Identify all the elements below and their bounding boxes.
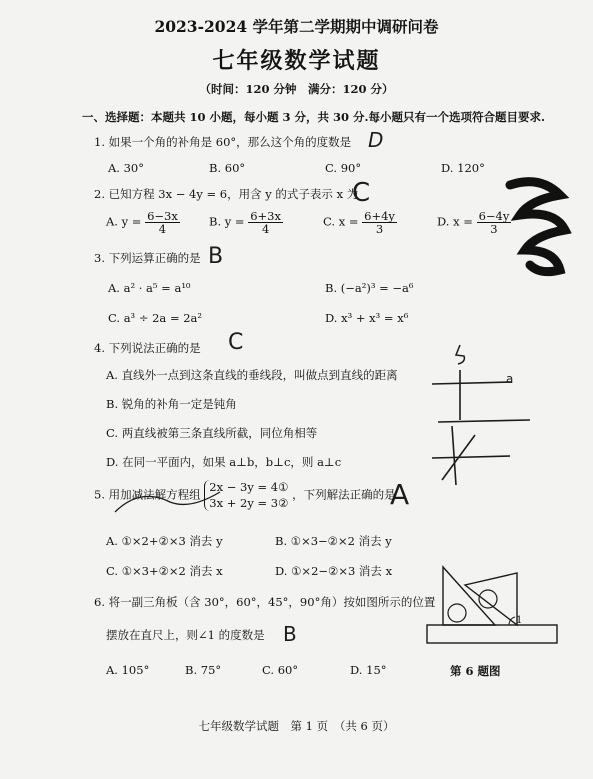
handwritten-answer-4: C: [228, 330, 244, 355]
angle-1-label: 1: [516, 615, 523, 626]
question-2-stem: 2. 已知方程 3x − 4y = 6，用含 y 的式子表示 x 为: [94, 187, 359, 201]
section-heading: 一、选择题：本题共 10 小题，每小题 3 分，共 30 分.每小题只有一个选项符合题目要求.: [82, 110, 546, 124]
q4-option-c: C. 两直线被第三条直线所截，同位角相等: [106, 426, 318, 440]
subject-title: 七年级数学试题: [212, 48, 381, 74]
q3-option-b: B. (−a²)³ = −a⁶: [325, 281, 414, 295]
q1-option-c: C. 90°: [325, 161, 362, 175]
q5-option-b: B. ①×3−②×2 消去 y: [275, 534, 392, 548]
q6-option-a: A. 105°: [106, 663, 150, 677]
q3-option-a: A. a² · a⁵ = a¹⁰: [108, 281, 191, 295]
question-4-stem: 4. 下列说法正确的是: [94, 341, 201, 355]
q5-option-c: C. ①×3+②×2 消去 x: [106, 564, 223, 578]
handwritten-answer-1: D: [368, 128, 384, 152]
q5-option-d: D. ①×2−②×3 消去 x: [275, 564, 393, 578]
q2-option-d: D. x = $\frac{6-4y}{3}$: [437, 209, 510, 237]
q5-option-a: A. ①×2+②×3 消去 y: [106, 534, 223, 548]
q4-option-d: D. 在同一平面内，如果 a⊥b，b⊥c，则 a⊥c: [106, 455, 342, 469]
handwritten-answer-5: A: [390, 478, 410, 511]
q1-option-d: D. 120°: [441, 161, 485, 175]
question-6-stem-line2: 摆放在直尺上，则∠1 的度数是: [106, 628, 265, 642]
handwritten-answer-3: B: [208, 244, 224, 269]
q4-option-b: B. 锐角的补角一定是钝角: [106, 397, 237, 411]
ruler: [427, 625, 557, 643]
triangle-45: [465, 573, 517, 625]
page-footer: 七年级数学试题 第 1 页 （共 6 页）: [198, 719, 395, 733]
q1-option-a: A. 30°: [108, 161, 144, 175]
figure-caption: 第 6 题图: [450, 664, 501, 678]
question-1-stem: 1. 如果一个角的补角是 60°，那么这个角的度数是: [94, 135, 352, 149]
handwritten-answer-6: B: [283, 622, 297, 646]
question-5-stem: 5. 用加减法解方程组 2x − 3y = 4① 3x + 2y = 3② ，下列解法正确的是: [94, 480, 396, 510]
question-3-stem: 3. 下列运算正确的是: [94, 251, 201, 265]
handwritten-strokes-q5: [110, 482, 230, 522]
triangle-hole-right: [479, 590, 497, 608]
exam-title: 2023-2024 学年第二学期期中调研问卷: [154, 17, 439, 36]
handwritten-sketch: [430, 340, 540, 490]
question-6-stem-line1: 6. 将一副三角板（含 30°，60°，45°，90°角）按如图所示的位置: [94, 595, 436, 609]
q6-option-b: B. 75°: [185, 663, 222, 677]
q6-figure: [425, 563, 565, 658]
q6-option-d: D. 15°: [350, 663, 387, 677]
q3-option-d: D. x³ + x³ = x⁶: [325, 311, 409, 325]
q2-option-c: C. x = $\frac{6+4y}{3}$: [323, 209, 395, 237]
q3-option-c: C. a³ ÷ 2a = 2a²: [108, 311, 203, 325]
q1-option-b: B. 60°: [209, 161, 246, 175]
equation-system: 2x − 3y = 4① 3x + 2y = 3②: [204, 480, 288, 511]
scribble-mark: [500, 175, 580, 285]
q2-option-a: A. y = $\frac{6-3x}{4}$: [106, 209, 178, 237]
handwritten-answer-2: C: [352, 178, 371, 208]
sketch-label-a: a: [506, 372, 514, 386]
q4-option-a: A. 直线外一点到这条直线的垂线段，叫做点到直线的距离: [106, 368, 398, 382]
time-info: （时间：120 分钟 满分：120 分）: [199, 82, 394, 96]
q6-option-c: C. 60°: [262, 663, 299, 677]
triangle-hole-left: [448, 604, 466, 622]
triangle-30-60: [443, 567, 495, 625]
q2-option-b: B. y = $\frac{6+3x}{4}$: [209, 209, 281, 237]
